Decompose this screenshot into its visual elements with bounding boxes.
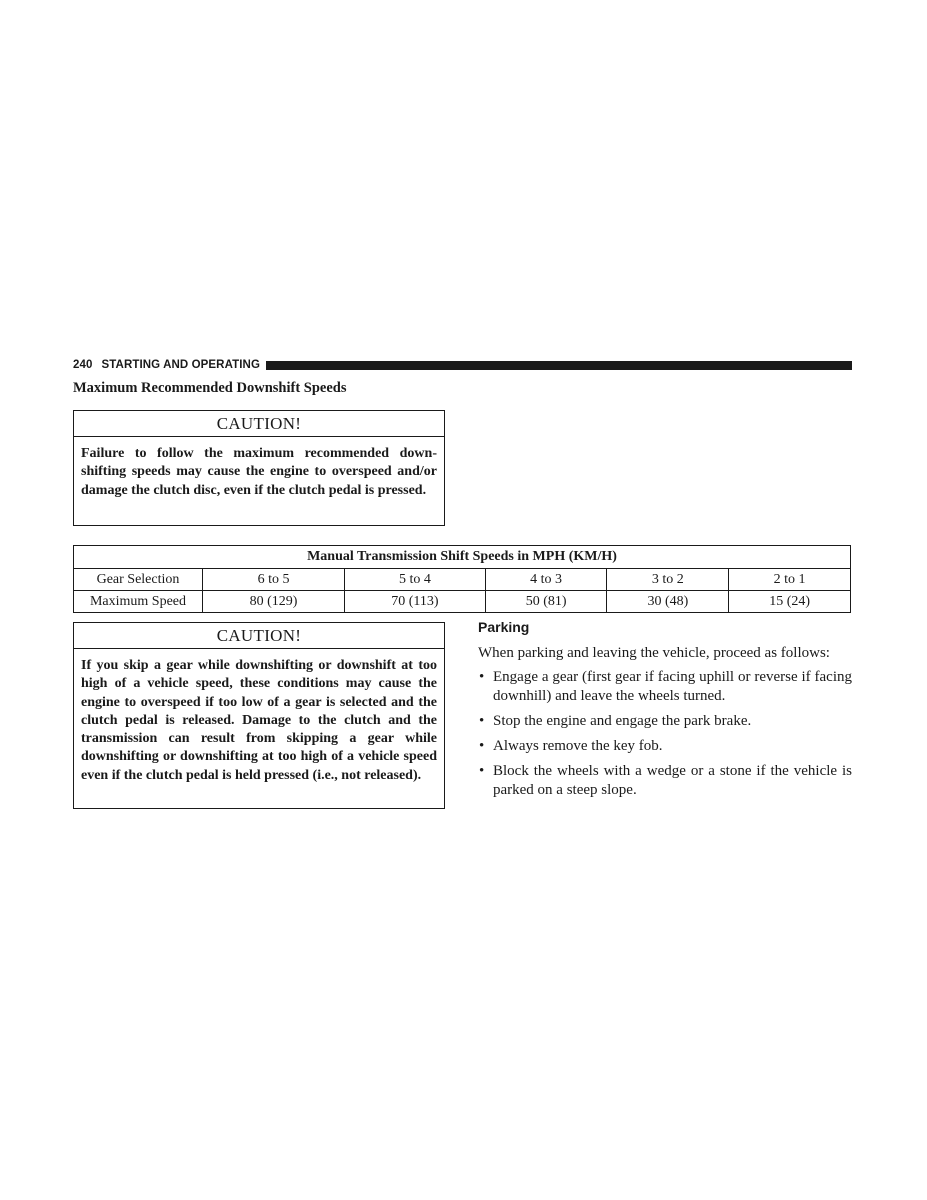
bullet-icon: • [479, 738, 485, 754]
table-cell: 4 to 3 [485, 569, 607, 591]
caution-box-skip-gear [73, 622, 445, 809]
downshift-speeds-heading: Maximum Recommended Downshift Speeds [73, 380, 347, 396]
table-row-header: Maximum Speed [74, 591, 203, 613]
list-item-text: Engage a gear (first gear if facing uphill or reverse if facing downhill) and leave the wheels turned. [493, 669, 852, 704]
caution-title: CAUTION! [74, 411, 444, 437]
page-header [73, 358, 852, 372]
table-cell: 2 to 1 [729, 569, 851, 591]
table-cell: 30 (48) [607, 591, 729, 613]
table-cell: 50 (81) [485, 591, 607, 613]
bullet-icon: • [479, 713, 485, 729]
table-row [74, 591, 851, 613]
parking-intro: When parking and leaving the vehicle, proceed as follows: [478, 645, 830, 661]
table-title-row [74, 546, 851, 569]
list-item [478, 762, 852, 800]
caution-box-clutch [73, 410, 445, 526]
table-cell: 6 to 5 [203, 569, 345, 591]
caution-text: If you skip a gear while downshifting or downshift at too high of a vehicle speed, these conditions may cause the engine to overspeed if too low of a gear is selected and the clutch pedal is released. Damage to the clutch and the transmission can result from skipping a gear while downshifting or downshifting at too high of a vehicle speed even if the clutch pedal is held pressed (i.e., not released). [81, 658, 437, 783]
header-rule [266, 361, 852, 370]
parking-steps-list [478, 668, 852, 806]
table-row-header: Gear Selection [74, 569, 203, 591]
bullet-icon: • [479, 669, 485, 685]
list-item-text: Stop the engine and engage the park brake. [493, 713, 752, 729]
caution-text: Failure to follow the maximum recommended down-shifting speeds may cause the engine to overspeed and/or damage the clutch disc, even if the clutch pedal is pressed. [81, 446, 437, 498]
list-item [478, 712, 852, 731]
list-item-text: Always remove the key fob. [493, 738, 663, 754]
table-cell: 3 to 2 [607, 569, 729, 591]
table-cell: 80 (129) [203, 591, 345, 613]
table-cell: 15 (24) [729, 591, 851, 613]
shift-speeds-table [73, 545, 851, 613]
table-cell: 5 to 4 [345, 569, 486, 591]
table-row [74, 569, 851, 591]
list-item-text: Block the wheels with a wedge or a stone if the vehicle is parked on a steep slope. [493, 763, 852, 798]
parking-heading: Parking [478, 619, 530, 635]
bullet-icon: • [479, 763, 485, 779]
page-number: 240 [73, 359, 93, 371]
section-title: STARTING AND OPERATING [101, 359, 261, 371]
caution-title: CAUTION! [74, 623, 444, 649]
list-item [478, 737, 852, 756]
list-item [478, 668, 852, 706]
table-title: Manual Transmission Shift Speeds in MPH (KM/H) [74, 546, 851, 569]
table-cell: 70 (113) [345, 591, 486, 613]
